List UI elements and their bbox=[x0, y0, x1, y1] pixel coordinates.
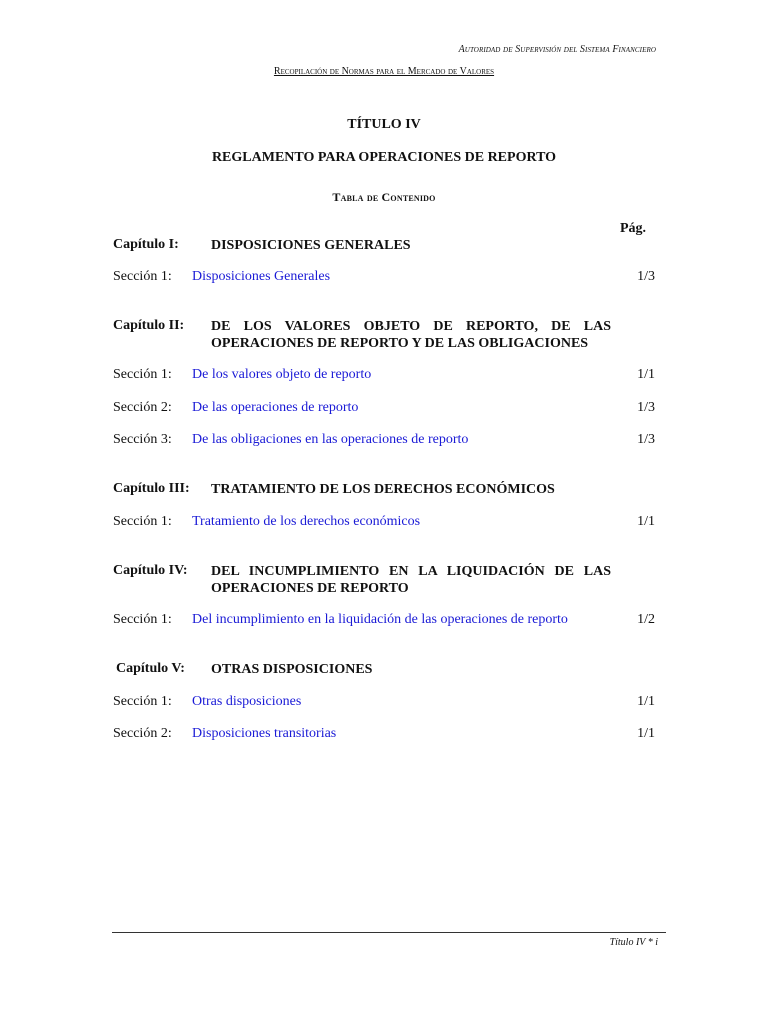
chapter-3-title: TRATAMIENTO DE LOS DERECHOS ECONÓMICOS bbox=[211, 482, 555, 497]
chapter-5-section-2-link[interactable]: Disposiciones transitorias bbox=[192, 726, 337, 741]
chapter-5-section-1-label: Sección 1: bbox=[113, 694, 172, 709]
chapter-2-section-2-page: 1/3 bbox=[637, 400, 655, 415]
chapter-1-label: Capítulo I: bbox=[113, 237, 179, 252]
chapter-3-section-1-page: 1/1 bbox=[637, 514, 655, 529]
chapter-3-section-1-label: Sección 1: bbox=[113, 514, 172, 529]
chapter-5-label: Capítulo V: bbox=[116, 661, 185, 676]
chapter-2-section-1-label: Sección 1: bbox=[113, 367, 172, 382]
chapter-1-section-1-label: Sección 1: bbox=[113, 269, 172, 284]
chapter-4-section-1-page: 1/2 bbox=[637, 612, 655, 627]
title-number: TÍTULO IV bbox=[347, 117, 421, 132]
footer-divider bbox=[112, 932, 666, 933]
chapter-2-section-3-link[interactable]: De las obligaciones en las operaciones de reporto bbox=[192, 432, 469, 447]
chapter-5-section-1-link[interactable]: Otras disposiciones bbox=[192, 694, 302, 709]
toc-heading: Tabla de Contenido bbox=[332, 190, 436, 204]
chapter-1-section-1-page: 1/3 bbox=[637, 269, 655, 284]
chapter-2-section-2-link[interactable]: De las operaciones de reporto bbox=[192, 400, 359, 415]
chapter-4-section-1-label: Sección 1: bbox=[113, 612, 172, 627]
chapter-5-section-2-label: Sección 2: bbox=[113, 726, 172, 741]
chapter-1-section-1-link[interactable]: Disposiciones Generales bbox=[192, 269, 331, 284]
chapter-4-label: Capítulo IV: bbox=[113, 563, 188, 578]
chapter-2-section-2-label: Sección 2: bbox=[113, 400, 172, 415]
chapter-3-section-1-link[interactable]: Tratamiento de los derechos económicos bbox=[192, 514, 421, 529]
chapter-5-section-1-page: 1/1 bbox=[637, 694, 655, 709]
footer-page-ref: Título IV * i bbox=[609, 937, 658, 948]
chapter-4-section-1-link[interactable]: Del incumplimiento en la liquidación de las operaciones de reporto bbox=[192, 612, 568, 627]
chapter-5-section-2-page: 1/1 bbox=[637, 726, 655, 741]
chapter-1-title: DISPOSICIONES GENERALES bbox=[211, 238, 411, 253]
chapter-2-label: Capítulo II: bbox=[113, 318, 185, 333]
chapter-5-title: OTRAS DISPOSICIONES bbox=[211, 662, 373, 677]
chapter-2-section-3-page: 1/3 bbox=[637, 432, 655, 447]
header-authority: Autoridad de Supervisión del Sistema Financiero bbox=[458, 44, 656, 55]
chapter-4-title: DEL INCUMPLIMIENTO EN LA LIQUIDACIÓN DE LAS OPERACIONES DE REPORTO bbox=[211, 564, 611, 596]
page-column-label: Pág. bbox=[620, 221, 647, 236]
chapter-3-label: Capítulo III: bbox=[113, 481, 190, 496]
chapter-2-section-1-page: 1/1 bbox=[637, 367, 655, 382]
chapter-2-title: DE LOS VALORES OBJETO DE REPORTO, DE LAS OPERACIONES DE REPORTO Y DE LAS OBLIGACIONES bbox=[211, 319, 611, 351]
chapter-2-section-3-label: Sección 3: bbox=[113, 432, 172, 447]
title-name: REGLAMENTO PARA OPERACIONES DE REPORTO bbox=[211, 150, 557, 165]
chapter-2-section-1-link[interactable]: De los valores objeto de reporto bbox=[192, 367, 372, 382]
header-compilation: Recopilación de Normas para el Mercado de Valores bbox=[273, 66, 495, 77]
